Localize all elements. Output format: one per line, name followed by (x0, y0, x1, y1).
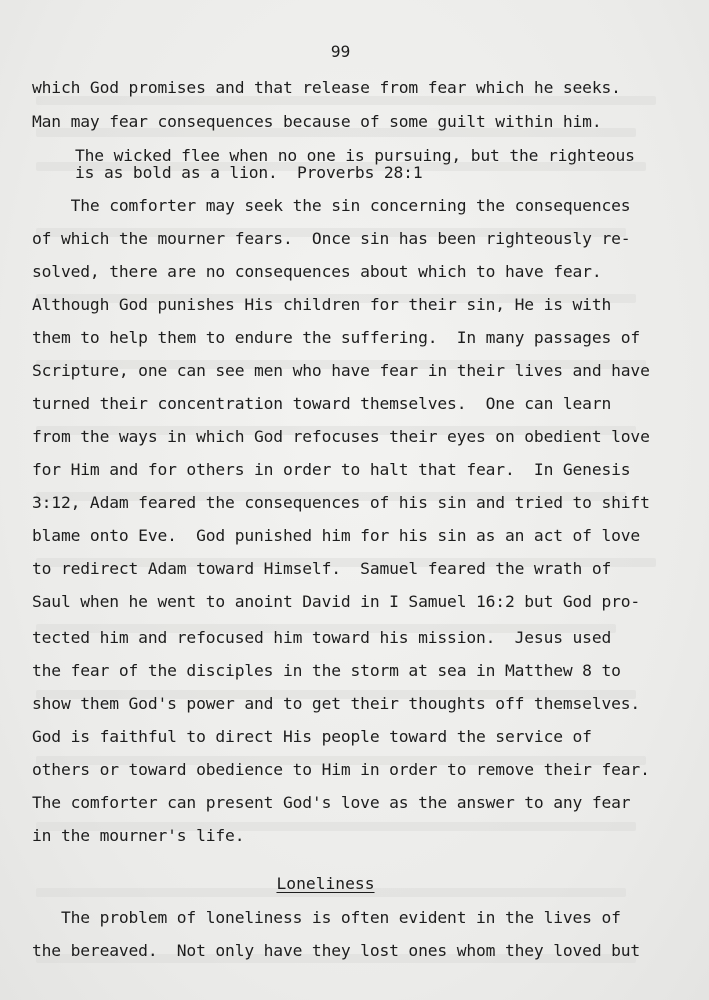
text-line: Man may fear consequences because of some guilt within him. (32, 112, 602, 131)
text-line: tected him and refocused him toward his mission. Jesus used (32, 628, 612, 647)
text-line: The comforter may seek the sin concerning the consequences (32, 196, 631, 215)
page-number: 99 (330, 42, 351, 61)
text-line: The problem of loneliness is often evident in the lives of (32, 908, 621, 927)
text-line: Saul when he went to anoint David in I Samuel 16:2 but God pro- (32, 592, 641, 611)
text-line: which God promises and that release from fear which he seeks. (32, 78, 621, 97)
text-line: show them God's power and to get their thoughts off themselves. (32, 694, 641, 713)
text-line: the fear of the disciples in the storm at sea in Matthew 8 to (32, 661, 621, 680)
block-quote-line: is as bold as a lion. Proverbs 28:1 (75, 163, 423, 182)
section-heading: Loneliness (276, 874, 375, 893)
text-line: 3:12, Adam feared the consequences of his sin and tried to shift (32, 493, 650, 512)
text-line: from the ways in which God refocuses their eyes on obedient love (32, 427, 650, 446)
text-line: The comforter can present God's love as the answer to any fear (32, 793, 631, 812)
text-line: to redirect Adam toward Himself. Samuel feared the wrath of (32, 559, 612, 578)
text-line: God is faithful to direct His people toward the service of (32, 727, 592, 746)
text-line: for Him and for others in order to halt that fear. In Genesis (32, 460, 631, 479)
text-line: Scripture, one can see men who have fear in their lives and have (32, 361, 650, 380)
text-line: others or toward obedience to Him in order to remove their fear. (32, 760, 650, 779)
text-line: the bereaved. Not only have they lost ones whom they loved but (32, 941, 641, 960)
text-line: in the mourner's life. (32, 826, 245, 845)
text-line: of which the mourner fears. Once sin has been righteously re- (32, 229, 631, 248)
block-quote-line: The wicked flee when no one is pursuing, but the righteous (75, 146, 635, 165)
text-line: them to help them to endure the suffering. In many passages of (32, 328, 641, 347)
text-line: blame onto Eve. God punished him for his sin as an act of love (32, 526, 641, 545)
text-line: solved, there are no consequences about which to have fear. (32, 262, 602, 281)
text-line: turned their concentration toward themselves. One can learn (32, 394, 612, 413)
text-line: Although God punishes His children for their sin, He is with (32, 295, 612, 314)
